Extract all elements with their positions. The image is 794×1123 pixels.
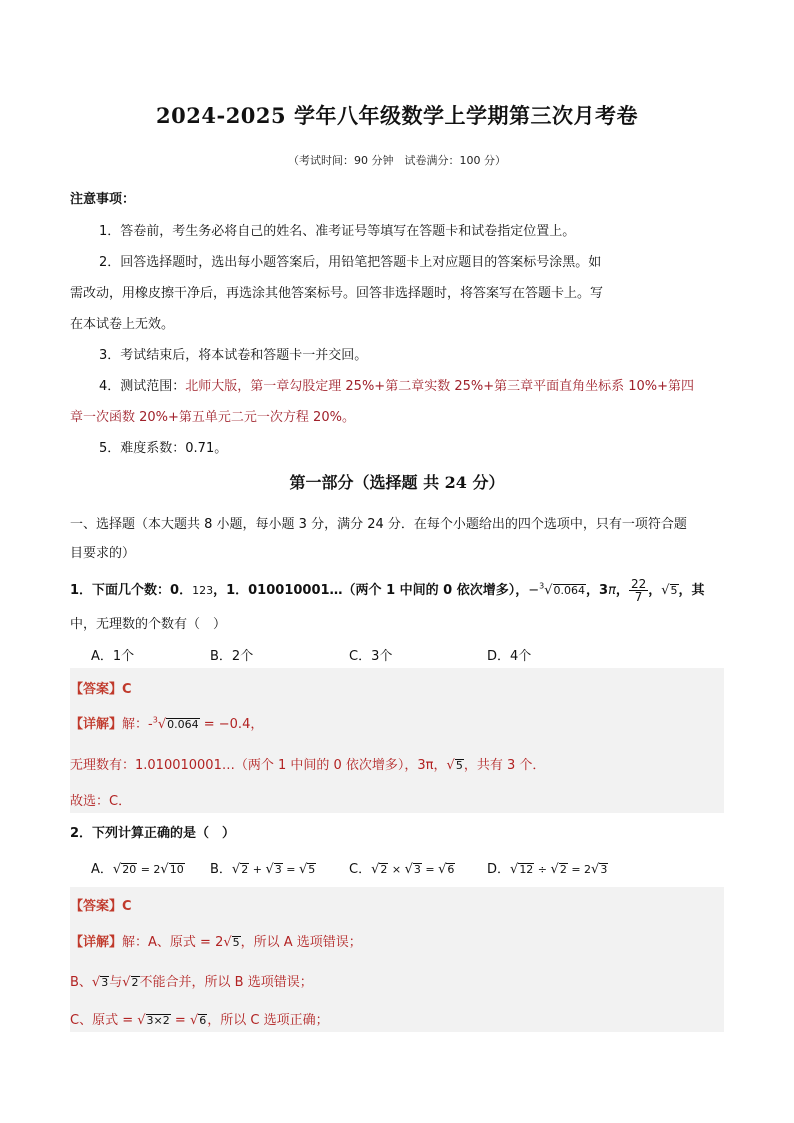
q2-detail-a: 【详解】解：A、原式 = 2√5，所以 A 选项错误； [70, 935, 362, 950]
q2-detail-c: C、原式 = √3×2 = √6，所以 C 选项正确； [70, 1013, 329, 1028]
question-2-stem: 2．下列计算正确的是（ ） [70, 826, 236, 841]
repeating-decimal: 123 [192, 584, 214, 597]
notice-heading: 注意事项： [70, 192, 136, 207]
q1-detail-2: 无理数有：1.010010001…（两个 1 中间的 0 依次增多），3π，√5，共有 3 个． [70, 758, 546, 773]
q1-option-c: C．3个 [349, 649, 393, 664]
section-title: 第一部分（选择题 共 24 分） [289, 473, 505, 492]
fraction-22-7: $\frac{22}{7}$ [630, 577, 647, 604]
question-1-stem-line-2: 中，无理数的个数有（ ） [70, 617, 227, 632]
q2-answer: 【答案】C [70, 899, 132, 914]
q2-option-b: B．√2 + √3 = √5 [210, 862, 316, 877]
note-3: 3．考试结束后，将本试卷和答题卡一并交回。 [99, 348, 368, 363]
note-4-line-2: 章一次函数 20%+第五单元二元一次方程 20%。 [70, 410, 355, 425]
note-2-line-3: 在本试卷上无效。 [70, 317, 175, 332]
q1-option-a: A．1个 [91, 649, 135, 664]
part-intro-line-2: 目要求的） [70, 546, 136, 561]
q2-detail-b: B、√3与√2不能合并，所以 B 选项错误； [70, 975, 313, 990]
q1-answer: 【答案】C [70, 682, 132, 697]
part-intro-line-1: 一、选择题（本大题共 8 小题，每小题 3 分，满分 24 分．在每个小题给出的四个选项中，只有一项符合题 [70, 517, 687, 532]
exam-subtitle: （考试时间：90 分钟 试卷满分：100 分） [288, 154, 506, 167]
exam-title: 2024-2025 学年八年级数学上学期第三次月考卷 [156, 103, 638, 128]
note-4-scope: 北师大版，第一章勾股定理 25%+第二章实数 25%+第三章平面直角坐标系 10%+第四 [185, 379, 695, 394]
sqrt-5: √5 [661, 583, 678, 598]
q2-option-c: C．√2 × √3 = √6 [349, 862, 455, 877]
q2-option-d: D．√12 ÷ √2 = 2√3 [487, 862, 608, 877]
note-2-line-2: 需改动，用橡皮擦干净后，再选涂其他答案标号。回答非选择题时，将答案写在答题卡上。写 [70, 286, 604, 301]
q1-option-b: B．2个 [210, 649, 254, 664]
note-2-line-1: 2．回答选择题时，选出每小题答案后，用铅笔把答题卡上对应题目的答案标号涂黑。如 [99, 255, 602, 270]
note-4-prefix: 4．测试范围： [99, 379, 186, 394]
q1-conclusion: 故选：C． [70, 794, 132, 809]
note-5: 5．难度系数：0.71。 [99, 441, 228, 456]
note-1: 1．答卷前，考生务必将自己的姓名、准考证号等填写在答题卡和试卷指定位置上。 [99, 224, 576, 239]
note-4-line-1 [99, 375, 694, 394]
question-1-stem: 1．下面几个数：0．123，1．010010001…（两个 1 中间的 0 依次增多），−$^3$√0.064，3π， $\frac{22}{7}$ ，√5，其 [70, 577, 705, 604]
q2-option-a: A．√20 = 2√10 [91, 862, 184, 877]
q1-detail-1: 【详解】解：-$^3$√0.064 = −0.4， [70, 715, 264, 732]
cube-root-expression: −$^3$√0.064 [528, 581, 586, 598]
q2-answer-box [70, 887, 724, 1032]
q1-option-d: D．4个 [487, 649, 532, 664]
q1-answer-box [70, 668, 724, 813]
